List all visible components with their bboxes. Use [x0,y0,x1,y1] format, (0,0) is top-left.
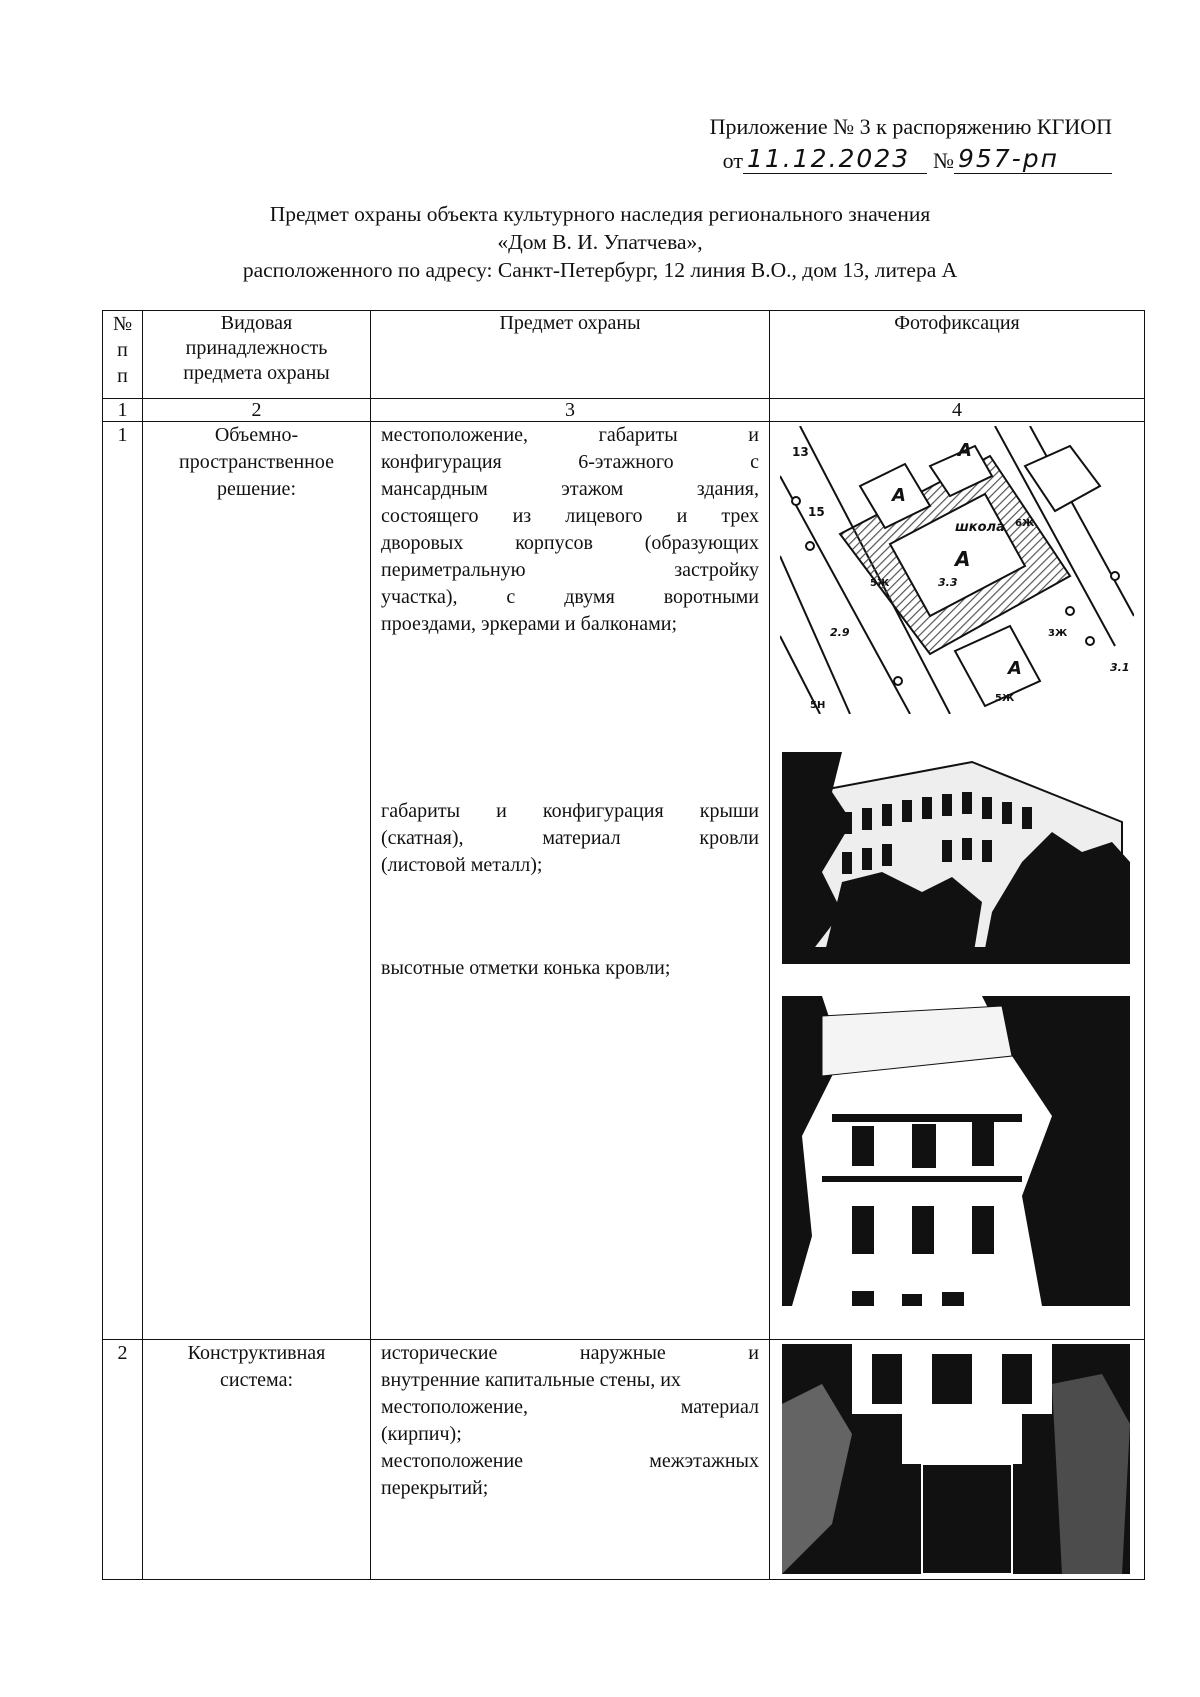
subject-line: габариты и конфигурация крыши [381,800,759,822]
appendix-title: Приложение № 3 к распоряжению КГИОП [709,114,1112,139]
column-number: 1 [103,399,143,422]
row-type-line: пространственное [179,451,334,473]
title-line-3: расположенного по адресу: Санкт-Петербург, 12 линия В.О., дом 13, литера А [242,258,958,282]
number-field [954,144,1112,174]
date-value: 11.12.2023 [747,144,911,173]
table-row [103,1340,1145,1580]
map-label: 6Ж [1015,518,1035,529]
map-label: 15 [808,505,825,519]
row-type-line: Конструктивная [187,1342,326,1364]
map-label: школа [955,520,1005,535]
subject-line: периметральную застройку [381,559,759,581]
map-label: 5Н [810,700,826,711]
header-type-line: Видовая [220,312,293,334]
header-num-line: № [112,313,133,335]
header-type-line: принадлежность [185,337,328,359]
map-label: A [1008,658,1022,679]
row-type-line: Объемно- [214,424,299,446]
subject-line: (кирпич); [381,1423,462,1445]
row-photos [770,1340,1145,1580]
subject-line: конфигурация 6-этажного с [381,451,759,473]
map-label: 5Ж [870,578,890,589]
entrance-photo [782,1344,1130,1574]
map-label: 5Ж [995,693,1015,704]
map-label: 3.3 [938,576,958,589]
photo-column [770,1340,1144,1576]
subject-line: проездами, эркерами и балконами; [381,613,678,635]
protection-subject-table [102,310,1145,1580]
row-subject [371,1340,770,1580]
map-label: A [958,440,972,461]
header-photo: Фотофиксация [770,311,1145,399]
row-type [143,422,371,1340]
subject-line: местоположение, габариты и [381,424,759,446]
facade-photo [782,752,1130,964]
row-subject [371,422,770,1340]
row-type-line: решение: [217,478,296,500]
map-label: 3Ж [1048,628,1068,639]
subject-line: (скатная), материал кровли [381,827,759,849]
subject-block [381,798,759,879]
subject-line: участка), с двумя воротными [381,586,759,608]
map-label: 13 [792,445,809,459]
table-header-row [103,311,1145,399]
subject-line: местоположение межэтажных [381,1450,759,1472]
map-label: 3.1 [1110,661,1130,674]
subject-line: (листовой металл); [381,854,543,876]
entrance-photo-svg [782,1344,1130,1574]
title-line-1: Предмет охраны объекта культурного наследия регионального значения [269,202,931,226]
column-number: 3 [371,399,770,422]
photo-column [770,422,1144,1339]
header-num [103,311,143,399]
subject-line: дворовых корпусов (образующих [381,532,759,554]
number-prefix: № [933,148,954,173]
header-type-line: предмета охраны [183,362,330,384]
header-subject: Предмет охраны [371,311,770,399]
header-num-line: п [117,339,128,361]
subject-line: местоположение, материал [381,1396,759,1418]
row-photos [770,422,1145,1340]
subject-line: перекрытий; [381,1477,489,1499]
subject-line: состоящего из лицевого и трех [381,505,759,527]
title-line-2: «Дом В. И. Упатчева», [497,230,703,254]
date-field [743,144,927,174]
column-number-row [103,399,1145,422]
row-type-line: система: [219,1369,294,1391]
map-label: 2.9 [830,626,850,639]
subject-line: исторические наружные и [381,1342,759,1364]
header-type [143,311,371,399]
table-row [103,422,1145,1340]
building-detail-svg [782,996,1130,1306]
number-value: 957-рп [958,144,1059,173]
map-label: A [955,547,971,571]
subject-block [381,422,759,638]
site-plan-image [780,426,1134,714]
date-prefix: от [722,148,743,173]
subject-line: внутренние капитальные стены, их [381,1369,681,1391]
row-number: 1 [103,422,143,1340]
row-type [143,1340,371,1580]
document-title [0,200,1200,284]
subject-block [381,955,759,982]
column-number: 4 [770,399,1145,422]
subject-line: мансардным этажом здания, [381,478,759,500]
row-number: 2 [103,1340,143,1580]
building-detail-photo [782,996,1130,1306]
column-number: 2 [143,399,371,422]
facade-photo-svg [782,752,1130,964]
header-num-line: п [117,365,128,387]
subject-line: высотные отметки конька кровли; [381,957,671,979]
site-plan-svg [780,426,1134,714]
map-label: A [892,485,906,506]
order-line [723,144,1112,174]
